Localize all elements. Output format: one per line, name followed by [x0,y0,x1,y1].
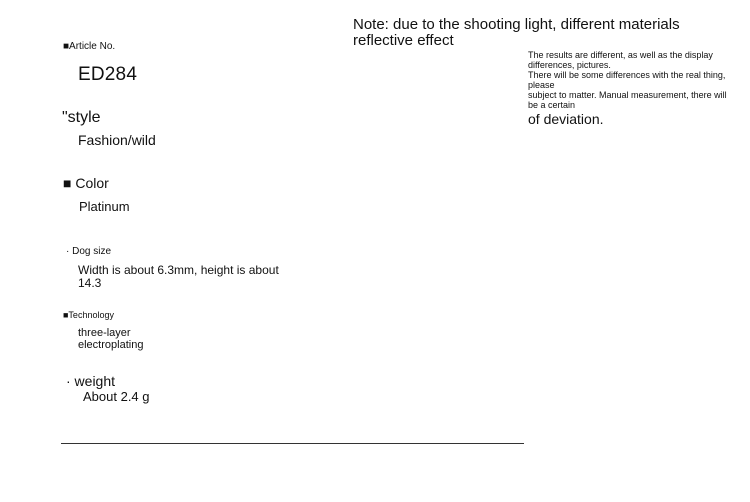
weight-value: About 2.4 g [83,389,150,404]
disclaimer [528,50,728,128]
technology-value: three-layer electroplating [78,327,144,352]
disclaimer-line-3: subject to matter. Manual measurement, there will be a certain [528,90,727,111]
disclaimer-line-2: There will be some differences with the real thing, please [528,70,726,91]
note-headline: Note: due to the shooting light, different materials reflective effect [353,16,680,49]
article-number-label: ■Article No. [63,41,116,52]
disclaimer-line-4: of deviation. [528,111,604,128]
weight-label: · weight [66,373,116,389]
color-value: Platinum [79,199,130,214]
article-number-value: ED284 [78,64,138,85]
divider-line [61,443,524,444]
style-value: Fashion/wild [78,132,156,148]
disclaimer-line-1: The results are different, as well as the display differences, pictures. [528,50,713,71]
dog-size-value: Width is about 6.3mm, height is about 14.3 [78,263,279,291]
style-label: "style [62,109,101,126]
technology-label: ■Technology [63,310,114,320]
color-label: ■ Color [63,175,109,191]
dog-size-label: · Dog size [66,246,112,257]
